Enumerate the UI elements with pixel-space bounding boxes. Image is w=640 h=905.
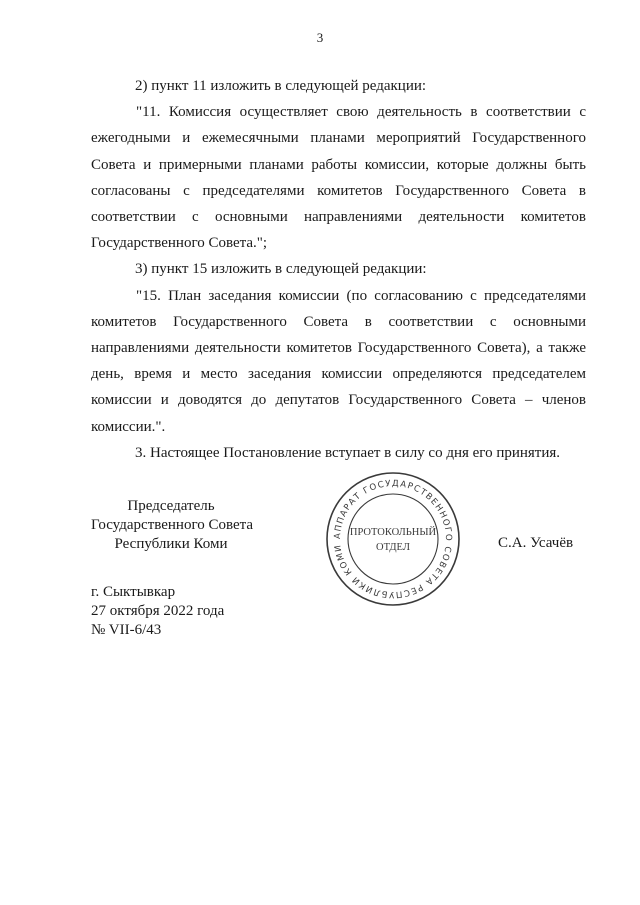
paragraph-item-11-text: "11. Комиссия осуществляет свою деятельность в соответствии с ежегодными и ежемесячными планами мероприятий Государственного Совета и примерными планами работы комиссии, которые должны быть согласованы с председателями комитетов Государственного Совета в соответствии с основными направлениями деятельности комитетов Государственного Совета."; <box>91 104 586 252</box>
document-body <box>91 73 586 466</box>
stamp-ring-text: АППАРАТ ГОСУДАРСТВЕННОГО СОВЕТА РЕСПУБЛИКИ КОМИ <box>332 478 454 600</box>
stamp-center-line1: ПРОТОКОЛЬНЫЙ <box>349 527 437 538</box>
place-date-block <box>91 583 224 640</box>
place: г. Сыктывкар <box>91 584 176 600</box>
official-stamp <box>325 471 461 607</box>
paragraph-item-15-text: "15. План заседания комиссии (по согласованию с председателями комитетов Государственного Совета в соответствии с основными направлениями деятельности комитетов Государственного Совета), а также день, время и место заседания комиссии определяются председателем комиссии и доводятся до депутатов Государственного Совета – членов комиссии.". <box>91 287 586 435</box>
signer-title-line: Республики Коми <box>114 536 228 552</box>
page-number: 3 <box>316 30 324 45</box>
stamp-center-line2: ОТДЕЛ <box>376 542 410 553</box>
document-number: № VII-6/43 <box>91 622 162 638</box>
signer-title <box>91 497 254 554</box>
stamp-outer-ring <box>327 473 459 605</box>
paragraph-item-2: 2) пункт 11 изложить в следующей редакции: <box>135 78 427 94</box>
date: 27 октября 2022 года <box>91 603 225 619</box>
paragraph-item-3: 3) пункт 15 изложить в следующей редакции: <box>135 261 427 278</box>
signer-title-line: Государственного Совета <box>91 517 254 533</box>
stamp-inner-ring <box>348 494 438 584</box>
signature-name: С.А. Усачёв <box>498 535 574 551</box>
signer-title-line: Председатель <box>127 498 215 514</box>
paragraph-effective-date: 3. Настоящее Постановление вступает в силу со дня его принятия. <box>135 444 561 461</box>
